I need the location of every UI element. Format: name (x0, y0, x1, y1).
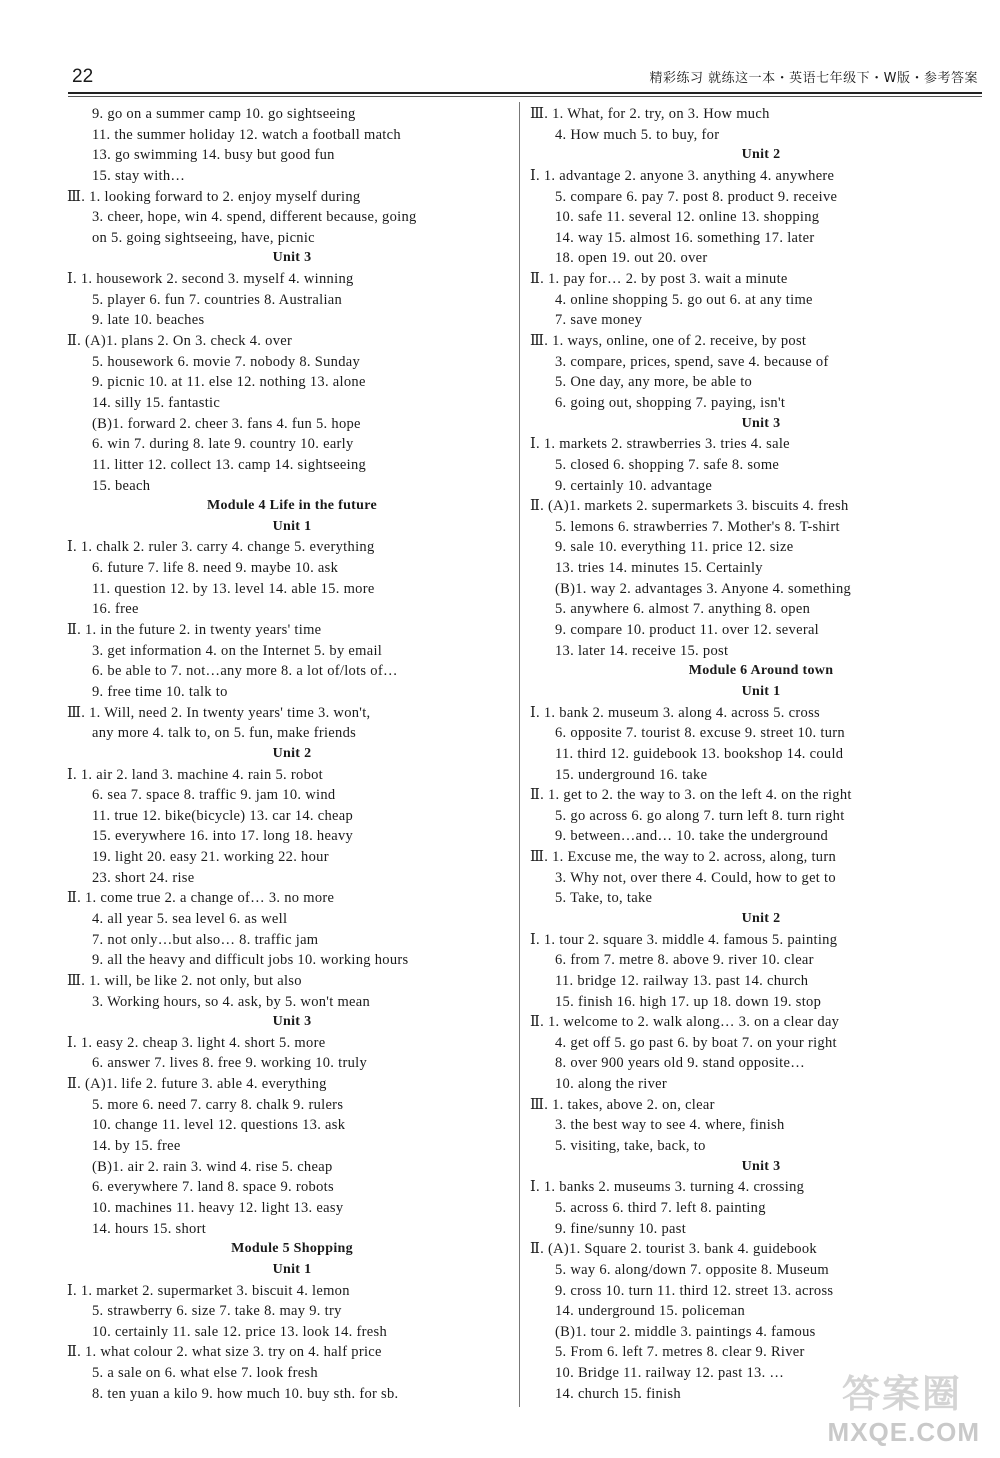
answer-line: 19. light 20. easy 21. working 22. hour (92, 849, 329, 866)
answer-line: (B)1. air 2. rain 3. wind 4. rise 5. cheap (92, 1158, 333, 1175)
answer-line: 3. the best way to see 4. where, finish (555, 1117, 785, 1134)
unit-heading: Unit 3 (272, 250, 312, 266)
answer-line: 5. compare 6. pay 7. post 8. product 9. receive (555, 188, 838, 205)
answer-line: 6. opposite 7. tourist 8. excuse 9. street 10. turn (555, 725, 845, 742)
answer-line: 13. later 14. receive 15. post (555, 642, 729, 659)
answer-line: 10. certainly 11. sale 12. price 13. look 14. fresh (92, 1323, 388, 1340)
answer-line: 9. free time 10. talk to (92, 683, 228, 700)
answer-line: 4. get off 5. go past 6. by boat 7. on your right (555, 1034, 837, 1051)
answer-line: 3. compare, prices, spend, save 4. because of (555, 353, 829, 370)
answer-line: Ⅲ. 1. ways, online, one of 2. receive, by post (530, 333, 807, 350)
answer-line: 15. finish 16. high 17. up 18. down 19. stop (555, 993, 822, 1010)
answer-line: 5. a sale on 6. what else 7. look fresh (92, 1365, 318, 1382)
answer-line: 6. be able to 7. not…any more 8. a lot of/lots of… (92, 663, 398, 680)
answer-line: 18. open 19. out 20. over (555, 250, 708, 267)
answer-line: 11. question 12. by 13. level 14. able 15. more (92, 580, 375, 597)
unit-heading: Unit 1 (272, 1261, 312, 1277)
answer-line: 5. anywhere 6. almost 7. anything 8. open (555, 601, 811, 618)
answer-line: 9. compare 10. product 11. over 12. several (555, 622, 820, 639)
answer-line: 11. litter 12. collect 13. camp 14. sightseeing (92, 456, 367, 473)
answer-line: Ⅱ. (A)1. plans 2. On 3. check 4. over (67, 333, 293, 350)
answer-line: 10. machines 11. heavy 12. light 13. easy (92, 1199, 344, 1216)
answer-line: 13. go swimming 14. busy but good fun (92, 147, 335, 164)
answer-line: 10. change 11. level 12. questions 13. ask (92, 1117, 346, 1134)
answer-line: 9. sale 10. everything 11. price 12. size (555, 539, 794, 556)
page-number: 22 (72, 66, 94, 87)
answer-line: 5. One day, any more, be able to (555, 374, 753, 391)
answer-line: Ⅲ. 1. looking forward to 2. enjoy myself during (67, 188, 361, 205)
answer-line: 11. the summer holiday 12. watch a football match (92, 126, 401, 143)
answer-line: 15. underground 16. take (555, 766, 708, 783)
answer-line: 14. hours 15. short (92, 1220, 207, 1237)
answer-line: 5. closed 6. shopping 7. safe 8. some (555, 456, 780, 473)
answer-line: Ⅱ. 1. welcome to 2. walk along… 3. on a clear day (530, 1014, 840, 1031)
running-head: 精彩练习 就练这一本・英语七年级下・W版・参考答案 (649, 71, 978, 86)
answer-line: 11. third 12. guidebook 13. bookshop 14. could (555, 745, 844, 762)
answer-line: (B)1. forward 2. cheer 3. fans 4. fun 5. hope (92, 415, 361, 432)
answer-line: 6. everywhere 7. land 8. space 9. robots (92, 1179, 334, 1196)
answer-line: 10. safe 11. several 12. online 13. shopping (555, 209, 820, 226)
answer-line: 6. from 7. metre 8. above 9. river 10. clear (555, 952, 814, 969)
answer-line: Ⅲ. 1. Will, need 2. In twenty years' time 3. won't, (67, 704, 371, 721)
module-heading: Module 4 Life in the future (206, 498, 377, 514)
unit-heading: Unit 1 (272, 518, 312, 534)
watermark-logo: 答案圈 (841, 1372, 962, 1416)
answer-line: 3. cheer, hope, win 4. spend, different because, going (92, 209, 417, 226)
answer-line: Ⅰ. 1. advantage 2. anyone 3. anything 4. anywhere (530, 167, 835, 184)
answer-line: 10. Bridge 11. railway 12. past 13. … (555, 1365, 785, 1382)
answer-line: 9. cross 10. turn 11. third 12. street 13. across (555, 1282, 834, 1299)
header-rule-thick (68, 92, 982, 94)
answer-line: 5. go across 6. go along 7. turn left 8. turn right (555, 807, 845, 824)
answer-line: 8. ten yuan a kilo 9. how much 10. buy sth. for sb. (92, 1385, 399, 1402)
answer-line: any more 4. talk to, on 5. fun, make friends (92, 725, 357, 742)
answer-line: Ⅱ. 1. in the future 2. in twenty years' time (67, 622, 322, 639)
answer-line: Ⅲ. 1. takes, above 2. on, clear (530, 1096, 715, 1113)
answer-line: 8. over 900 years old 9. stand opposite… (555, 1055, 806, 1072)
unit-heading: Unit 2 (741, 147, 781, 163)
answer-line: 15. everywhere 16. into 17. long 18. heavy (92, 828, 354, 845)
answer-line: 9. certainly 10. advantage (555, 477, 713, 494)
answer-line: 5. From 6. left 7. metres 8. clear 9. River (555, 1344, 805, 1361)
answer-line: 3. get information 4. on the Internet 5. by email (92, 642, 383, 659)
answer-line: 4. How much 5. to buy, for (555, 126, 720, 143)
answer-line: (B)1. way 2. advantages 3. Anyone 4. something (555, 580, 852, 597)
answer-line: 15. beach (92, 477, 151, 494)
answer-line: 15. stay with… (92, 167, 186, 184)
answer-line: Ⅰ. 1. tour 2. square 3. middle 4. famous 5. painting (530, 931, 838, 948)
answer-line: 5. lemons 6. strawberries 7. Mother's 8. T-shirt (555, 518, 840, 535)
answer-line: 11. true 12. bike(bicycle) 13. car 14. cheap (92, 807, 354, 824)
answer-line: Ⅱ. 1. pay for… 2. by post 3. wait a minute (530, 271, 788, 288)
answer-line: Ⅰ. 1. air 2. land 3. machine 4. rain 5. robot (67, 766, 323, 783)
module-heading: Module 5 Shopping (231, 1241, 353, 1257)
answer-column-left (67, 104, 492, 1404)
answer-line: 6. going out, shopping 7. paying, isn't (555, 394, 786, 411)
unit-heading: Unit 3 (272, 1014, 312, 1030)
answer-line: 9. between…and… 10. take the underground (555, 828, 829, 845)
answer-line: Ⅱ. 1. come true 2. a change of… 3. no more (67, 890, 335, 907)
answer-line: Ⅰ. 1. easy 2. cheap 3. light 4. short 5. more (67, 1034, 326, 1051)
answer-line: 6. sea 7. space 8. traffic 9. jam 10. wind (92, 787, 336, 804)
answer-line: 14. church 15. finish (555, 1385, 681, 1402)
answer-line: 14. underground 15. policeman (555, 1303, 746, 1320)
unit-heading: Unit 2 (741, 910, 781, 926)
answer-line: 4. all year 5. sea level 6. as well (92, 910, 288, 927)
answer-line: Ⅰ. 1. chalk 2. ruler 3. carry 4. change 5. everything (67, 539, 375, 556)
answer-line: Ⅱ. 1. what colour 2. what size 3. try on 4. half price (67, 1344, 382, 1361)
answer-line: 14. by 15. free (92, 1138, 181, 1155)
answer-line: 6. win 7. during 8. late 9. country 10. early (92, 436, 354, 453)
answer-line: 3. Working hours, so 4. ask, by 5. won't mean (92, 993, 371, 1010)
answer-line: Ⅰ. 1. markets 2. strawberries 3. tries 4. sale (530, 436, 790, 453)
answer-line: Ⅰ. 1. banks 2. museums 3. turning 4. crossing (530, 1179, 805, 1196)
answer-line: Ⅲ. 1. will, be like 2. not only, but also (67, 972, 302, 989)
answer-line: 5. more 6. need 7. carry 8. chalk 9. rulers (92, 1096, 344, 1113)
unit-heading: Unit 3 (741, 415, 781, 431)
answer-line: Ⅱ. (A)1. life 2. future 3. able 4. everything (67, 1076, 327, 1093)
answer-line: 6. answer 7. lives 8. free 9. working 10. truly (92, 1055, 368, 1072)
unit-heading: Unit 3 (741, 1158, 781, 1174)
answer-line: 23. short 24. rise (92, 869, 195, 886)
answer-line: Ⅲ. 1. What, for 2. try, on 3. How much (530, 106, 770, 122)
answer-line: (B)1. tour 2. middle 3. paintings 4. famous (555, 1323, 816, 1340)
answer-line: 9. fine/sunny 10. past (555, 1220, 687, 1237)
answer-line: 10. along the river (555, 1076, 668, 1093)
answer-line: 5. visiting, take, back, to (555, 1138, 706, 1155)
watermark (790, 1372, 980, 1452)
answer-line: 13. tries 14. minutes 15. Certainly (555, 560, 763, 577)
answer-line: on 5. going sightseeing, have, picnic (92, 229, 315, 246)
answer-line: 5. way 6. along/down 7. opposite 8. Museum (555, 1261, 829, 1278)
answer-line: 7. save money (555, 312, 643, 329)
answer-line: 9. late 10. beaches (92, 312, 205, 329)
answer-line: 14. silly 15. fantastic (92, 394, 221, 411)
answer-line: 5. player 6. fun 7. countries 8. Australian (92, 291, 343, 308)
module-heading: Module 6 Around town (688, 663, 834, 679)
answer-line: 9. go on a summer camp 10. go sightseeing (92, 106, 356, 122)
answer-line: Ⅱ. (A)1. markets 2. supermarkets 3. biscuits 4. fresh (530, 498, 849, 515)
answer-line: 16. free (92, 601, 139, 618)
answer-line: Ⅰ. 1. bank 2. museum 3. along 4. across 5. cross (530, 704, 820, 721)
answer-line: 7. not only…but also… 8. traffic jam (92, 931, 319, 948)
answer-line: 14. way 15. almost 16. something 17. later (555, 229, 815, 246)
watermark-site: MXQE.COM (827, 1417, 980, 1447)
answer-line: 5. housework 6. movie 7. nobody 8. Sunday (92, 353, 361, 370)
answer-line: Ⅰ. 1. market 2. supermarket 3. biscuit 4. lemon (67, 1282, 350, 1299)
answer-line: 9. picnic 10. at 11. else 12. nothing 13. alone (92, 374, 366, 391)
answer-line: Ⅱ. (A)1. Square 2. tourist 3. bank 4. guidebook (530, 1241, 817, 1258)
unit-heading: Unit 2 (272, 745, 312, 761)
answer-column-right (530, 104, 967, 1404)
answer-line: Ⅲ. 1. Excuse me, the way to 2. across, along, turn (530, 849, 837, 866)
answer-line: Ⅱ. 1. get to 2. the way to 3. on the left 4. on the right (530, 787, 852, 804)
answer-line: 3. Why not, over there 4. Could, how to get to (555, 869, 836, 886)
header-rule-thin (68, 96, 982, 97)
answer-line: 5. strawberry 6. size 7. take 8. may 9. try (92, 1303, 342, 1320)
answer-line: Ⅰ. 1. housework 2. second 3. myself 4. winning (67, 271, 354, 288)
unit-heading: Unit 1 (741, 683, 781, 699)
answer-line: 11. bridge 12. railway 13. past 14. church (555, 972, 809, 989)
answer-line: 6. future 7. life 8. need 9. maybe 10. ask (92, 560, 339, 577)
answer-line: 5. across 6. third 7. left 8. painting (555, 1199, 766, 1216)
column-divider (519, 102, 520, 1407)
answer-line: 4. online shopping 5. go out 6. at any time (555, 291, 813, 308)
answer-line: 5. Take, to, take (555, 890, 653, 907)
answer-line: 9. all the heavy and difficult jobs 10. working hours (92, 952, 409, 969)
